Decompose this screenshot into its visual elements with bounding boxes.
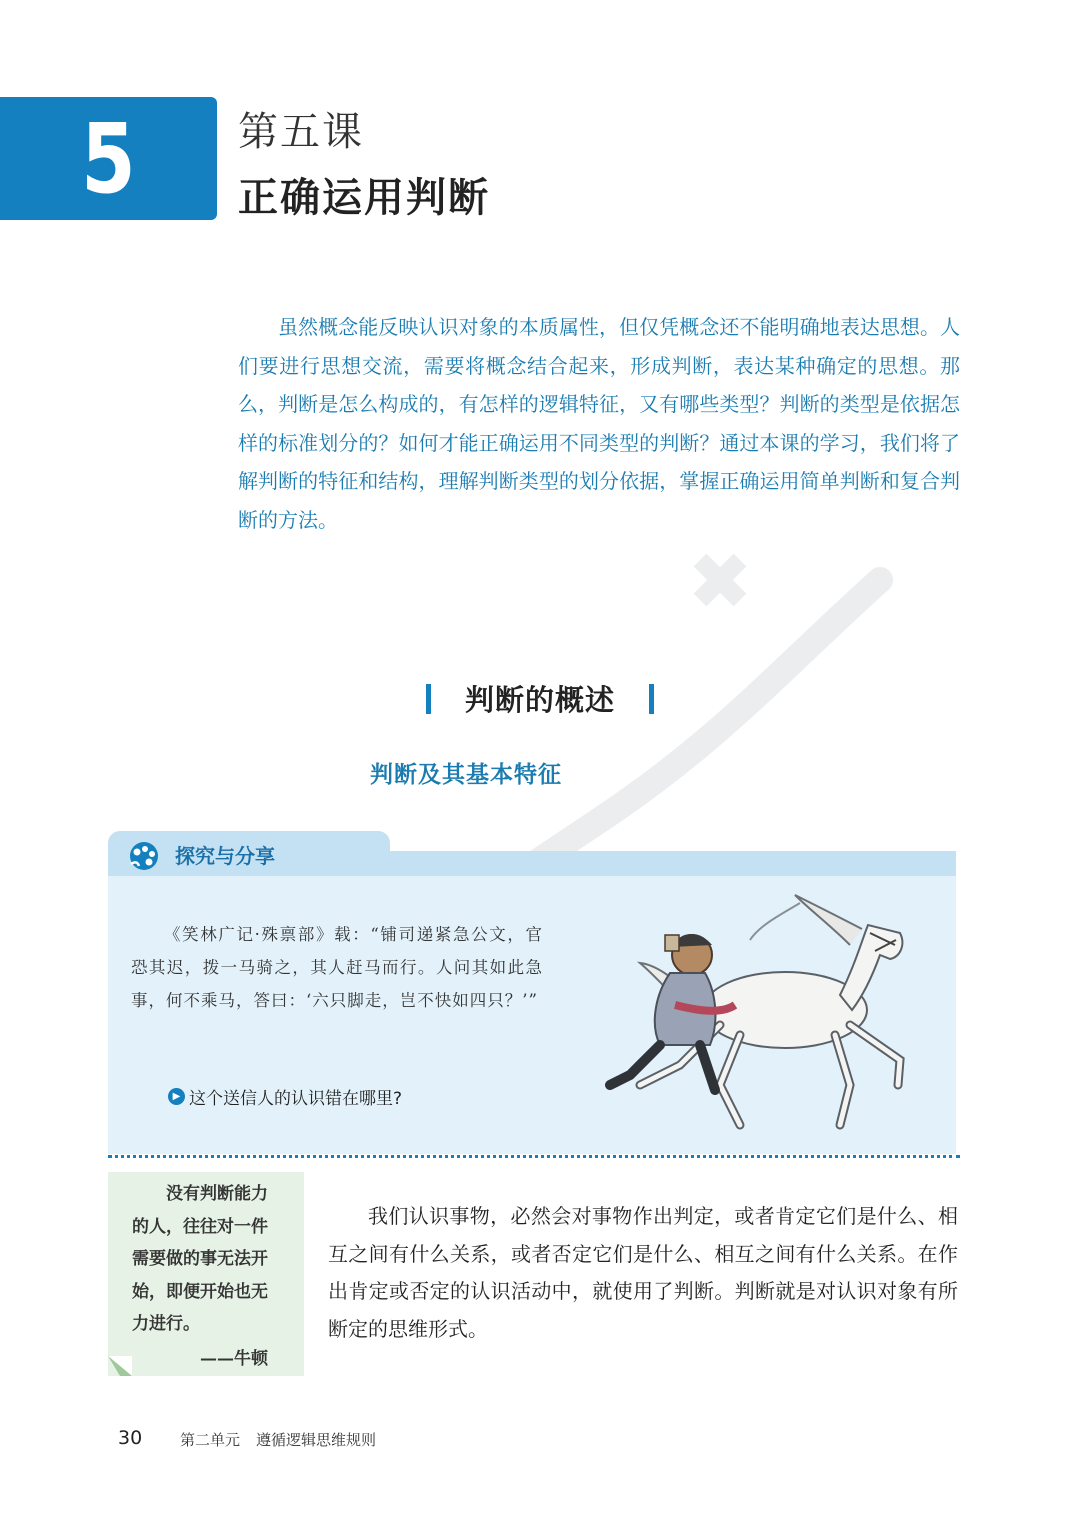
page-number: 30: [118, 1427, 143, 1449]
play-arrow-icon: ▶: [168, 1088, 185, 1105]
horse-rider-illustration: [600, 885, 920, 1140]
dotted-divider: [108, 1155, 960, 1158]
explore-label: 探究与分享: [175, 844, 275, 868]
lesson-title: 正确运用判断: [238, 175, 490, 221]
palette-icon: [127, 840, 161, 872]
question-text: 这个送信人的认识错在哪里?: [189, 1089, 403, 1109]
footer-unit-title: 遵循逻辑思维规则: [256, 1431, 377, 1449]
quote-text: 没有判断能力的人，往往对一件需要做的事无法开始，即便开始也无力进行。: [132, 1184, 268, 1334]
page-fold-corner: [108, 1356, 132, 1378]
section-heading: [0, 678, 1080, 719]
section-title: 判断的概述: [464, 683, 615, 717]
quote-author: ——牛顿: [200, 1349, 268, 1369]
story-text: 《笑林广记·殊禀部》载：“铺司递紧急公文，官恐其迟，拨一马骑之，其人赶马而行。人问其如此急事，何不乘马，答曰：‘六只脚走，岂不快如四只？’”: [131, 925, 543, 1010]
lesson-number-block: [0, 97, 217, 220]
intro-paragraph: 虽然概念能反映认识对象的本质属性，但仅凭概念还不能明确地表达思想。人们要进行思想交流，需要将概念结合起来，形成判断，表达某种确定的思想。那么，判断是怎么构成的，有怎样的逻辑特征，又有哪些类型？判断的类型是依据怎样的标准划分的？如何才能正确运用不同类型的判断？通过本课的学习，我们将了解判断的特征和结构，理解判断类型的划分依据，掌握正确运用简单判断和复合判断的方法。: [238, 315, 960, 532]
body-paragraph: 我们认识事物，必然会对事物作出判定，或者肯定它们是什么、相互之间有什么关系，或者否定它们是什么、相互之间有什么关系。在作出肯定或否定的认识活动中，就使用了判断。判断就是对认识对象有所断定的思维形式。: [328, 1204, 958, 1341]
lesson-number: 5: [81, 102, 136, 215]
explore-header-strip: [390, 851, 956, 877]
heading-bar-right: [649, 684, 654, 714]
lesson-label: 第五课: [238, 109, 364, 155]
footer-unit: [180, 1429, 376, 1450]
heading-bar-left: [426, 684, 431, 714]
footer-unit-label: 第二单元: [180, 1431, 241, 1449]
subsection-title: 判断及其基本特征: [370, 761, 562, 788]
discussion-question: [168, 1084, 402, 1109]
